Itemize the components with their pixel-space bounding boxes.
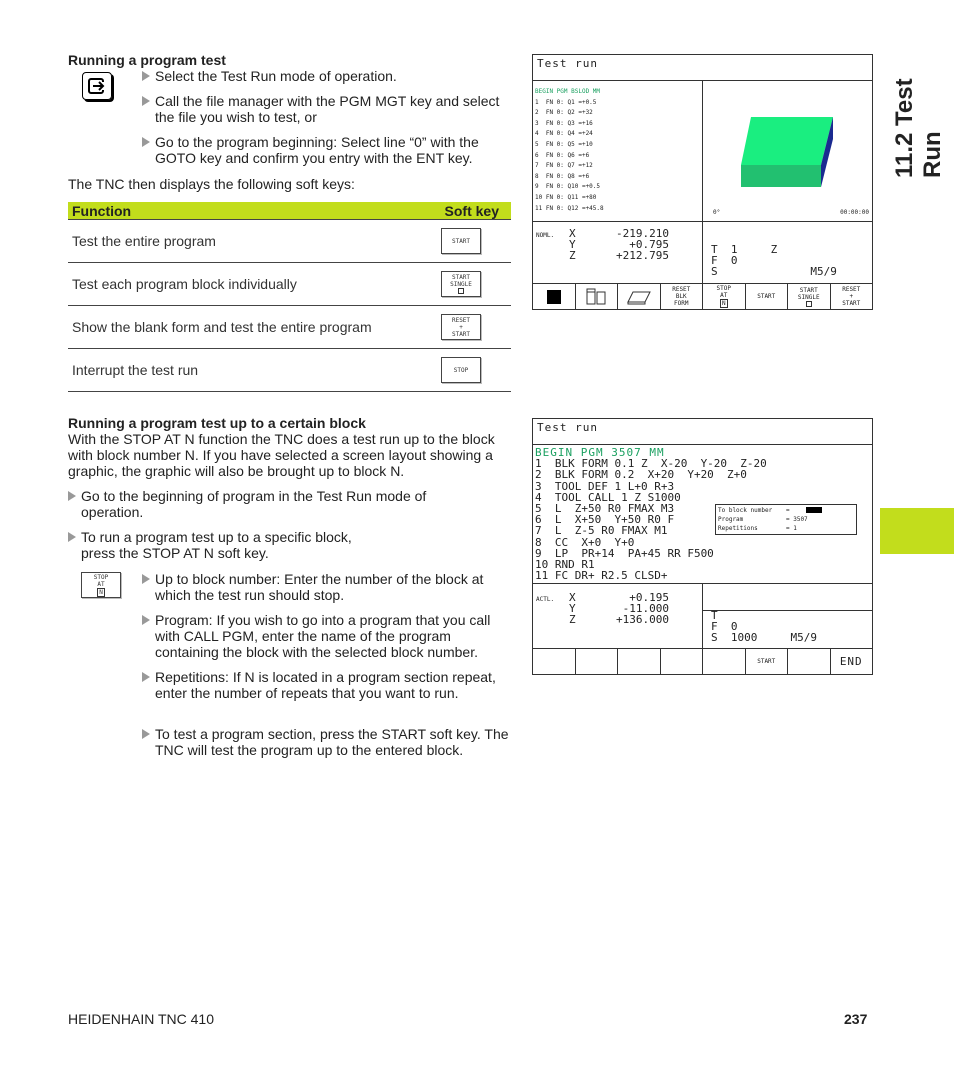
screen2-softkey-3[interactable] <box>617 649 660 674</box>
side-tab-marker <box>880 508 954 554</box>
blank-form-graphic <box>703 81 873 221</box>
page-number: 237 <box>844 1011 868 1027</box>
screen1-program-panel: BEGIN PGM BSLOD MM 1 FN 0: Q1 =+0.5 2 FN 0: Q2 =+32 3 FN 0: Q3 =+16 4 FN 0: Q4 =+24 5 FN 0: Q5 =+10 6 FN 0: Q6 =+6 7 FN 0: Q7 =+12 8 FN 0: Q8 =+6 9 FN 0: Q10 =+0.5 10 FN 0: Q11 =+80 11 FN 0: Q12 =+45.8 <box>533 81 703 221</box>
screen2-softkey-4[interactable] <box>660 649 703 674</box>
footer-left: HEIDENHAIN TNC 410 <box>68 1011 215 1027</box>
screen1-status-panel: T 1 Z F 0 S M5/9 <box>703 221 873 283</box>
screen1-stop-at-n-softkey[interactable]: STOP AT N <box>702 284 745 309</box>
stop-softkey[interactable]: STOP <box>441 357 481 383</box>
screen1-start-softkey[interactable]: START <box>745 284 788 309</box>
screen1-reset-start-softkey[interactable]: RESET + START <box>830 284 873 309</box>
side-view-icon <box>585 288 607 306</box>
table-row: Show the blank form and test the entire program RESET + START <box>68 306 511 349</box>
section2-step-2: To run a program test up to a specific block, press the STOP AT N soft key. <box>68 529 368 561</box>
screen1-graphic-panel <box>703 81 873 221</box>
screen1-softkey-bar <box>533 283 872 309</box>
screen1-angle: 0° <box>713 209 721 216</box>
start-softkey[interactable]: START <box>441 228 481 254</box>
checkbox-icon <box>458 288 464 294</box>
arrow-icon <box>142 615 150 625</box>
arrow-icon <box>142 96 150 106</box>
section2-step-1: Go to the beginning of program in the Test Run mode of operation. <box>68 488 468 520</box>
stop-at-n-softkey[interactable]: STOP AT N <box>81 572 121 598</box>
reset-start-softkey[interactable]: RESET + START <box>441 314 481 340</box>
screen2-softkey-7[interactable] <box>787 649 830 674</box>
start-single-softkey[interactable]: START SINGLE <box>441 271 481 297</box>
tnc-screen-stop-at-n <box>532 418 873 675</box>
section1-intro: The TNC then displays the following soft keys: <box>68 176 355 192</box>
section2-substep-3: Repetitions: If N is located in a program section repeat, enter the number of repeats that you want to run. <box>142 669 510 701</box>
table-row: Interrupt the test run STOP <box>68 349 511 392</box>
section2-heading: Running a program test up to a certain block <box>68 415 366 431</box>
section1-step-3: Go to the program beginning: Select line “0” with the GOTO key and confirm you entry with the ENT key. <box>142 134 512 166</box>
section2-intro: With the STOP AT N function the TNC does a test run up to the block with block number N. If you have selected a screen layout showing a graphic, the graphic will also be brought up to block N. <box>68 431 495 479</box>
tnc-screen-test-run <box>532 54 873 310</box>
stop-at-n-dialog: To block number = Program = 3507 Repetitions = 1 <box>715 504 857 535</box>
test-run-mode-icon <box>86 76 108 96</box>
screen2-softkey-2[interactable] <box>575 649 618 674</box>
screen2-softkey-5[interactable] <box>702 649 745 674</box>
screen2-title: Test run <box>533 419 872 445</box>
side-title: 11.2 Test Run <box>891 78 946 178</box>
screen1-layout-softkey[interactable] <box>533 284 575 309</box>
screen2-program-panel: BEGIN PGM 3507 MM 1 BLK FORM 0.1 Z X-20 Y-20 Z-20 2 BLK FORM 0.2 X+20 Y+20 Z+0 3 TOOL DEF 1 L+0 R+3 4 TOOL CALL 1 Z S1000 5 L Z+50 R0 FMAX M3 6 L X+50 Y+50 R0 F 7 L Z-5 R0 FMAX M1 8 CC X+0 Y+0 9 LP PR+14 PA+45 RR F500 10 RND R1 11 FC DR+ R2.5 CLSD+ <box>535 446 767 583</box>
screen1-reset-blk-form-softkey[interactable]: RESET BLK FORM <box>660 284 703 309</box>
section1-step-1: Select the Test Run mode of operation. <box>142 68 512 84</box>
screen1-view-softkey[interactable] <box>575 284 618 309</box>
arrow-icon <box>142 137 150 147</box>
table-row: Test each program block individually START SINGLE <box>68 263 511 306</box>
3d-view-icon <box>625 289 653 305</box>
checkbox-icon <box>806 301 812 307</box>
section2-substep-2: Program: If you wish to go into a program that you call with CALL PGM, enter the name of the program containing the block with the selected block number. <box>142 612 510 660</box>
arrow-icon <box>142 672 150 682</box>
screen2-end-softkey[interactable]: END <box>830 649 873 674</box>
block-number-input[interactable] <box>806 507 822 513</box>
screen2-softkey-1[interactable] <box>533 649 575 674</box>
screen1-title: Test run <box>533 55 872 81</box>
section2-substep-4: To test a program section, press the START soft key. The TNC will test the program up to the entered block. <box>142 726 512 758</box>
screen1-position-panel: NOML. X -219.210 Y +0.795 Z +212.795 <box>533 221 703 283</box>
screen1-start-single-softkey[interactable]: START SINGLE <box>787 284 830 309</box>
section2-substep-1: Up to block number: Enter the number of the block at which the test run should stop. <box>142 571 510 603</box>
table-header <box>68 202 511 220</box>
arrow-icon <box>142 729 150 739</box>
softkey-table <box>68 202 511 392</box>
section1-heading: Running a program test <box>68 52 226 68</box>
screen2-position-panel: ACTL. X +0.195 Y -11.000 Z +136.000 <box>533 583 703 648</box>
screen1-time: 00:00:00 <box>840 209 869 216</box>
col-function: Function <box>72 202 132 219</box>
arrow-icon <box>142 574 150 584</box>
black-square-icon <box>547 290 561 304</box>
screen2-softkey-bar <box>533 648 872 674</box>
arrow-icon <box>68 532 76 542</box>
arrow-icon <box>68 491 76 501</box>
table-row: Test the entire program START <box>68 220 511 263</box>
section1-step-2: Call the file manager with the PGM MGT key and select the file you wish to test, or <box>142 93 512 125</box>
screen2-status-panel: T F 0 S 1000 M5/9 <box>703 583 873 648</box>
screen2-start-softkey[interactable]: START <box>745 649 788 674</box>
col-softkey: Soft key <box>444 202 499 219</box>
arrow-icon <box>142 71 150 81</box>
test-run-mode-key[interactable] <box>82 72 112 100</box>
screen1-3d-view-softkey[interactable] <box>617 284 660 309</box>
